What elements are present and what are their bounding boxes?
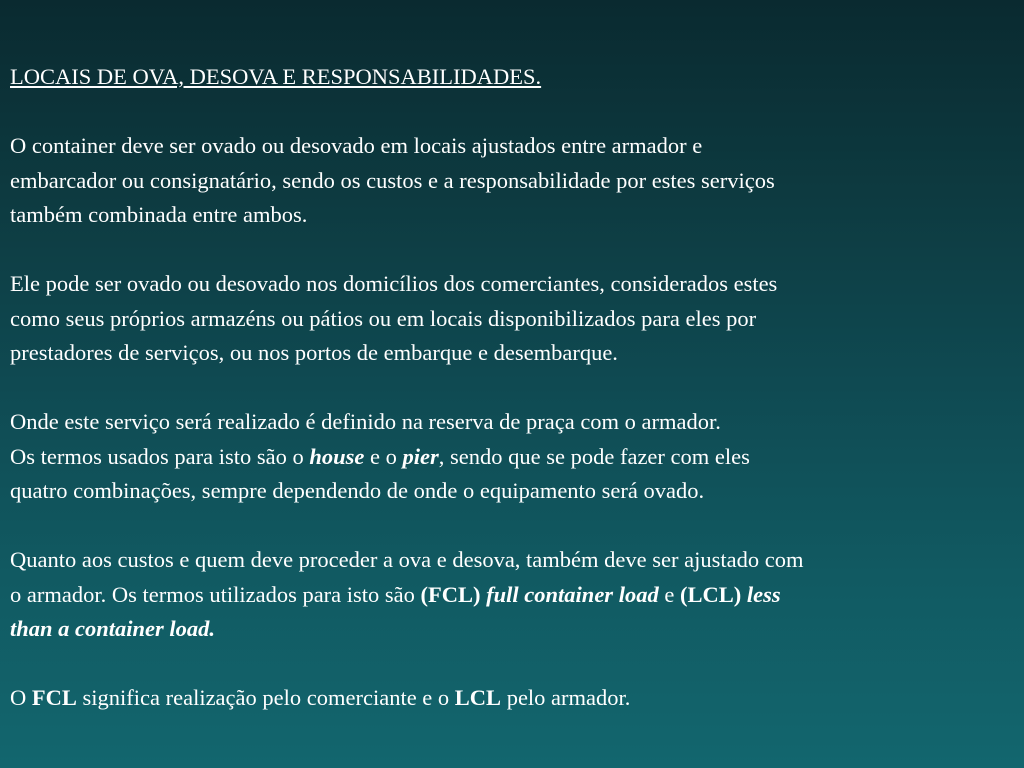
term-pier: pier — [402, 443, 439, 469]
text-line: O container deve ser ovado ou desovado em locais ajustados entre armador e — [10, 133, 703, 158]
text-line — [10, 578, 1018, 613]
paragraph-house-pier — [10, 405, 1018, 509]
text-line: também combinada entre ambos. — [10, 202, 308, 227]
slide-content — [10, 60, 1018, 750]
text-line — [10, 681, 1018, 716]
slide-title: LOCAIS DE OVA, DESOVA E RESPONSABILIDADES. — [10, 64, 542, 89]
paragraph-custos — [10, 543, 1018, 647]
text-segment: o armador. Os termos utilizados para isto são — [10, 581, 421, 607]
text-line: quatro combinações, sempre dependendo de onde o equipamento será ovado. — [10, 478, 705, 503]
text-segment: e — [658, 581, 680, 607]
term-less-than-container-load: than a container load. — [10, 616, 216, 641]
text-line: Ele pode ser ovado ou desovado nos domicílios dos comerciantes, considerados estes — [10, 271, 778, 296]
text-segment: e o — [364, 443, 403, 469]
paragraph-locais — [10, 129, 1018, 233]
text-line: Quanto aos custos e quem deve proceder a ova e desova, também deve ser ajustado com — [10, 547, 804, 572]
term-lcl: LCL — [454, 685, 502, 710]
text-line: como seus próprios armazéns ou pátios ou em locais disponibilizados para eles por — [10, 305, 757, 331]
text-line: embarcador ou consignatário, sendo os custos e a responsabilidade por estes serviços — [10, 167, 775, 193]
text-line: prestadores de serviços, ou nos portos de embarque e desembarque. — [10, 340, 618, 365]
text-line — [10, 440, 1018, 475]
term-less: less — [746, 581, 781, 607]
text-segment: O — [10, 685, 32, 710]
term-fcl: FCL — [31, 685, 77, 710]
text-segment: Os termos usados para isto são o — [10, 443, 310, 469]
term-full-container-load: full container load — [486, 581, 659, 607]
text-segment: significa realização pelo comerciante e o — [76, 685, 455, 710]
term-fcl-abbr: (FCL) — [420, 581, 481, 607]
text-segment: pelo armador. — [501, 685, 631, 710]
paragraph-domicilios — [10, 267, 1018, 371]
term-house: house — [309, 443, 365, 469]
text-segment: , sendo que se pode fazer com eles — [438, 443, 750, 469]
paragraph-fcl-lcl — [10, 681, 1018, 716]
term-lcl-abbr: (LCL) — [679, 581, 742, 607]
text-line: Onde este serviço será realizado é definido na reserva de praça com o armador. — [10, 409, 721, 434]
